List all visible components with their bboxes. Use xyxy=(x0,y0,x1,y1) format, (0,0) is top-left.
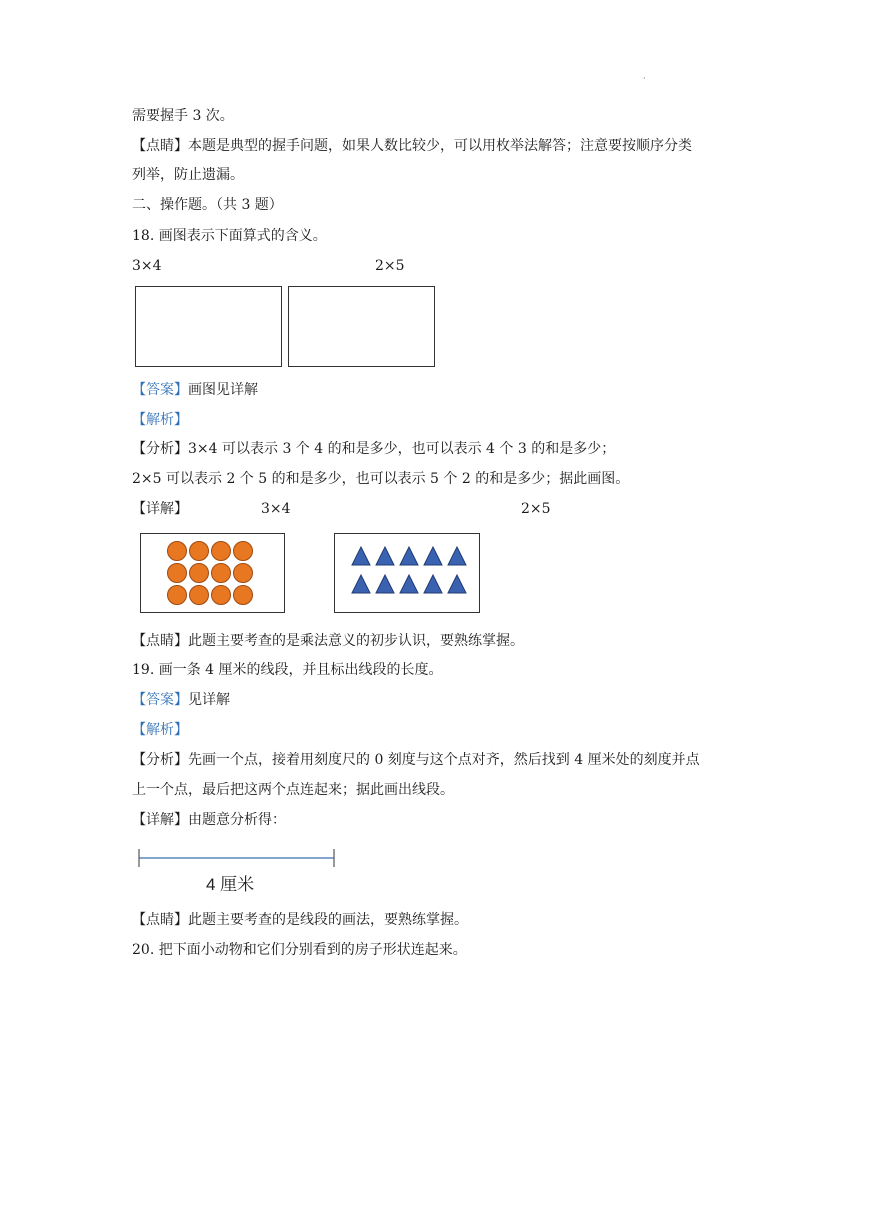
blue-triangle xyxy=(400,547,418,565)
q19-fenxi: 【分析】先画一个点，接着用刻度尺的 0 刻度与这个点对齐，然后找到 4 厘米处的刻度并点 xyxy=(132,752,700,768)
q18-fenxi xyxy=(132,439,615,459)
answer-tag: 【答案】 xyxy=(132,382,188,398)
blue-triangle xyxy=(448,575,466,593)
text-line: 需要握手 3 次。 xyxy=(132,108,234,124)
segment-length-label: 4 厘米 xyxy=(206,875,255,894)
fenxi-text: 3×4 可以表示 3 个 4 的和是多少，也可以表示 4 个 3 的和是多少； xyxy=(188,441,616,457)
q18-answer xyxy=(132,380,258,400)
orange-circle xyxy=(233,585,252,604)
q18-analysis-tag: 【解析】 xyxy=(132,412,188,428)
q18-circles-box xyxy=(140,533,285,613)
q19-segment-figure xyxy=(130,842,350,902)
q19-analysis-tag: 【解析】 xyxy=(132,722,188,738)
blue-triangle xyxy=(400,575,418,593)
blue-triangle xyxy=(376,575,394,593)
circles-figure xyxy=(140,533,285,613)
dianjing-paragraph: 【点睛】本题是典型的握手问题，如果人数比较少，可以用枚举法解答；注意要按顺序分类 xyxy=(132,138,692,154)
q18-detail-expression-1: 3×4 xyxy=(261,501,291,517)
fenxi-tag: 【分析】 xyxy=(132,441,188,457)
q18-detail-expression-2: 2×5 xyxy=(521,501,551,517)
question-18: 18. 画图表示下面算式的含义。 xyxy=(132,228,327,244)
q18-fenxi-2: 2×5 可以表示 2 个 5 的和是多少，也可以表示 5 个 2 的和是多少；据此画图。 xyxy=(132,471,630,487)
q18-blank-box-2 xyxy=(288,286,435,367)
blue-triangle xyxy=(424,547,442,565)
q18-expression-1: 3×4 xyxy=(132,258,162,274)
blue-triangle xyxy=(424,575,442,593)
q18-triangles-box xyxy=(334,533,480,613)
answer-text: 见详解 xyxy=(188,692,230,708)
orange-circle xyxy=(233,541,252,560)
q19-point: 【点睛】此题主要考查的是线段的画法，要熟练掌握。 xyxy=(132,912,468,928)
blue-triangle xyxy=(352,547,370,565)
blue-triangle xyxy=(376,547,394,565)
answer-text: 画图见详解 xyxy=(188,382,258,398)
orange-circle xyxy=(167,585,186,604)
answer-tag: 【答案】 xyxy=(132,692,188,708)
orange-circle xyxy=(189,563,208,582)
orange-circle xyxy=(233,563,252,582)
q19-detail: 【详解】由题意分析得： xyxy=(132,812,286,828)
q19-answer xyxy=(132,690,230,710)
orange-circle xyxy=(167,563,186,582)
orange-circle xyxy=(167,541,186,560)
question-20: 20. 把下面小动物和它们分别看到的房子形状连起来。 xyxy=(132,942,467,958)
q18-detail-tag: 【详解】 xyxy=(132,501,188,517)
orange-circle xyxy=(189,585,208,604)
q18-point: 【点睛】此题主要考查的是乘法意义的初步认识，要熟练掌握。 xyxy=(132,633,524,649)
triangles-figure xyxy=(334,533,480,613)
q19-fenxi-2: 上一个点，最后把这两个点连起来；据此画出线段。 xyxy=(132,782,454,798)
blue-triangle xyxy=(448,547,466,565)
blue-triangle xyxy=(352,575,370,593)
q18-expression-2: 2×5 xyxy=(375,258,405,274)
orange-circle xyxy=(211,563,230,582)
orange-circle xyxy=(189,541,208,560)
question-19: 19. 画一条 4 厘米的线段，并且标出线段的长度。 xyxy=(132,662,443,678)
orange-circle xyxy=(211,585,230,604)
top-mark: · xyxy=(643,74,646,83)
text-line: 列举，防止遗漏。 xyxy=(132,167,244,183)
orange-circle xyxy=(211,541,230,560)
q18-blank-box-1 xyxy=(135,286,282,367)
section-heading: 二、操作题。（共 3 题） xyxy=(132,197,283,213)
